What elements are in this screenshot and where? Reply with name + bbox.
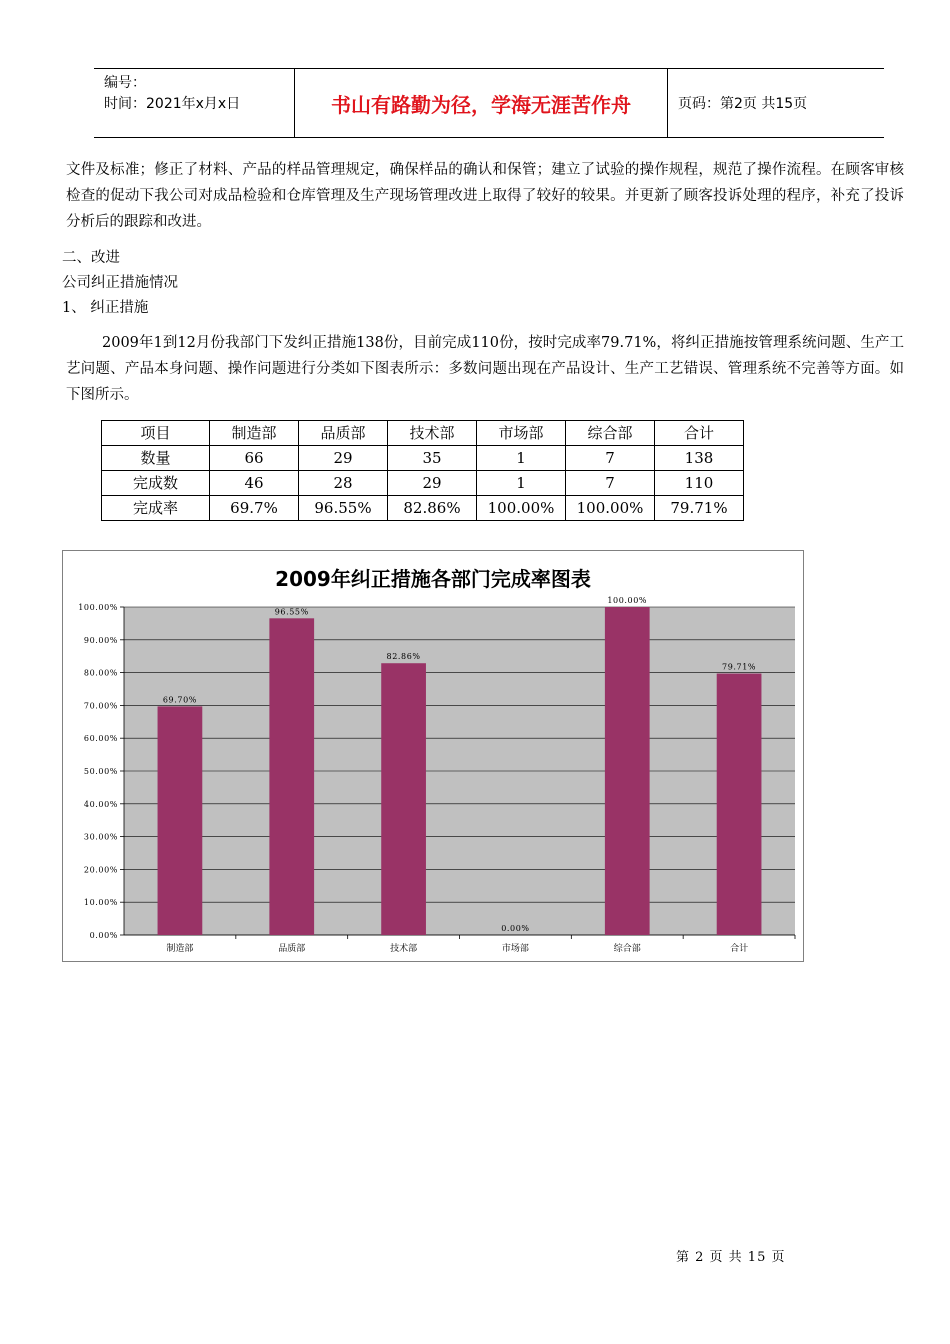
time-label: 时间：2021年x月x日 [104,96,241,112]
table-cell: 完成数 [102,471,210,496]
table-cell: 29 [388,471,477,496]
subheading: 公司纠正措施情况 [62,275,178,291]
data-label: 79.71% [722,662,757,672]
table-cell: 100.00% [566,496,655,521]
table-cell: 35 [388,446,477,471]
table-cell: 合计 [655,421,744,446]
table-cell: 100.00% [477,496,566,521]
header-meta [94,69,295,137]
table-cell: 综合部 [566,421,655,446]
y-tick-label: 80.00% [83,668,118,678]
x-tick-label: 综合部 [613,944,641,954]
data-label: 0.00% [501,924,530,933]
table-cell: 7 [566,471,655,496]
table-cell: 7 [566,446,655,471]
header-page-info: 页码：第2页 共15页 [678,96,808,112]
table-cell: 1 [477,446,566,471]
completion-rate-chart [62,550,804,962]
table-cell: 1 [477,471,566,496]
data-label: 96.55% [274,607,309,617]
bar [381,663,426,935]
page-header [94,68,884,138]
x-tick-label: 品质部 [278,944,306,954]
header-motto: 书山有路勤为径，学海无涯苦作舟 [295,69,668,137]
x-tick-label: 制造部 [166,944,194,954]
page-footer: 第 2 页 共 15 页 [676,1250,786,1265]
item-heading: 1、 纠正措施 [62,300,149,316]
table-cell: 46 [210,471,299,496]
chart-svg [63,551,803,961]
y-tick-label: 90.00% [83,635,118,645]
table-row [102,446,744,471]
table-cell: 29 [299,446,388,471]
table-cell: 138 [655,446,744,471]
y-tick-label: 70.00% [83,701,118,711]
bar [605,607,650,935]
table-cell: 79.71% [655,496,744,521]
x-tick-label: 市场部 [501,944,529,954]
table-cell: 69.7% [210,496,299,521]
data-label: 82.86% [386,652,421,662]
data-label: 69.70% [162,695,197,705]
y-tick-label: 0.00% [89,931,118,940]
table-header-row [102,421,744,446]
y-tick-label: 40.00% [83,799,118,809]
table-cell: 28 [299,471,388,496]
table-row [102,471,744,496]
table-cell: 技术部 [388,421,477,446]
table-cell: 数量 [102,446,210,471]
bar [269,618,314,935]
y-tick-label: 100.00% [78,603,118,612]
y-tick-label: 20.00% [83,865,118,875]
number-label: 编号： [104,75,146,91]
data-label: 100.00% [607,596,648,605]
section-heading: 二、改进 [62,250,120,266]
y-tick-label: 30.00% [83,832,118,842]
table-cell: 项目 [102,421,210,446]
table-cell: 市场部 [477,421,566,446]
table-cell: 66 [210,446,299,471]
x-tick-label: 合计 [730,944,749,954]
y-tick-label: 10.00% [83,898,118,908]
table-cell: 110 [655,471,744,496]
x-tick-label: 技术部 [390,944,418,954]
table-cell: 96.55% [299,496,388,521]
completion-table [101,420,744,521]
table-cell: 品质部 [299,421,388,446]
table-cell: 完成率 [102,496,210,521]
bar [158,706,203,935]
y-tick-label: 50.00% [83,767,118,776]
table-cell: 制造部 [210,421,299,446]
paragraph-intro: 文件及标准；修正了材料、产品的样品管理规定，确保样品的确认和保管；建立了试验的操作规程，规范了操作流程。在顾客审核检查的促动下我公司对成品检验和仓库管理及生产现场管理改进上取得了较好的较果。并更新了顾客投诉处理的程序，补充了投诉分析后的跟踪和改进。 [66,162,904,230]
y-tick-label: 60.00% [83,734,118,744]
table-cell: 82.86% [388,496,477,521]
chart-title: 2009年纠正措施各部门完成率图表 [275,567,591,591]
paragraph-corrective: 2009年1到12月份我部门下发纠正措施138份，目前完成110份，按时完成率79.71%，将纠正措施按管理系统问题、生产工艺问题、产品本身问题、操作问题进行分类如下图表所示：多数问题出现在产品设计、生产工艺错误、管理系统不完善等方面。如下图所示。 [66,335,904,403]
table-row [102,496,744,521]
bar [717,674,762,935]
